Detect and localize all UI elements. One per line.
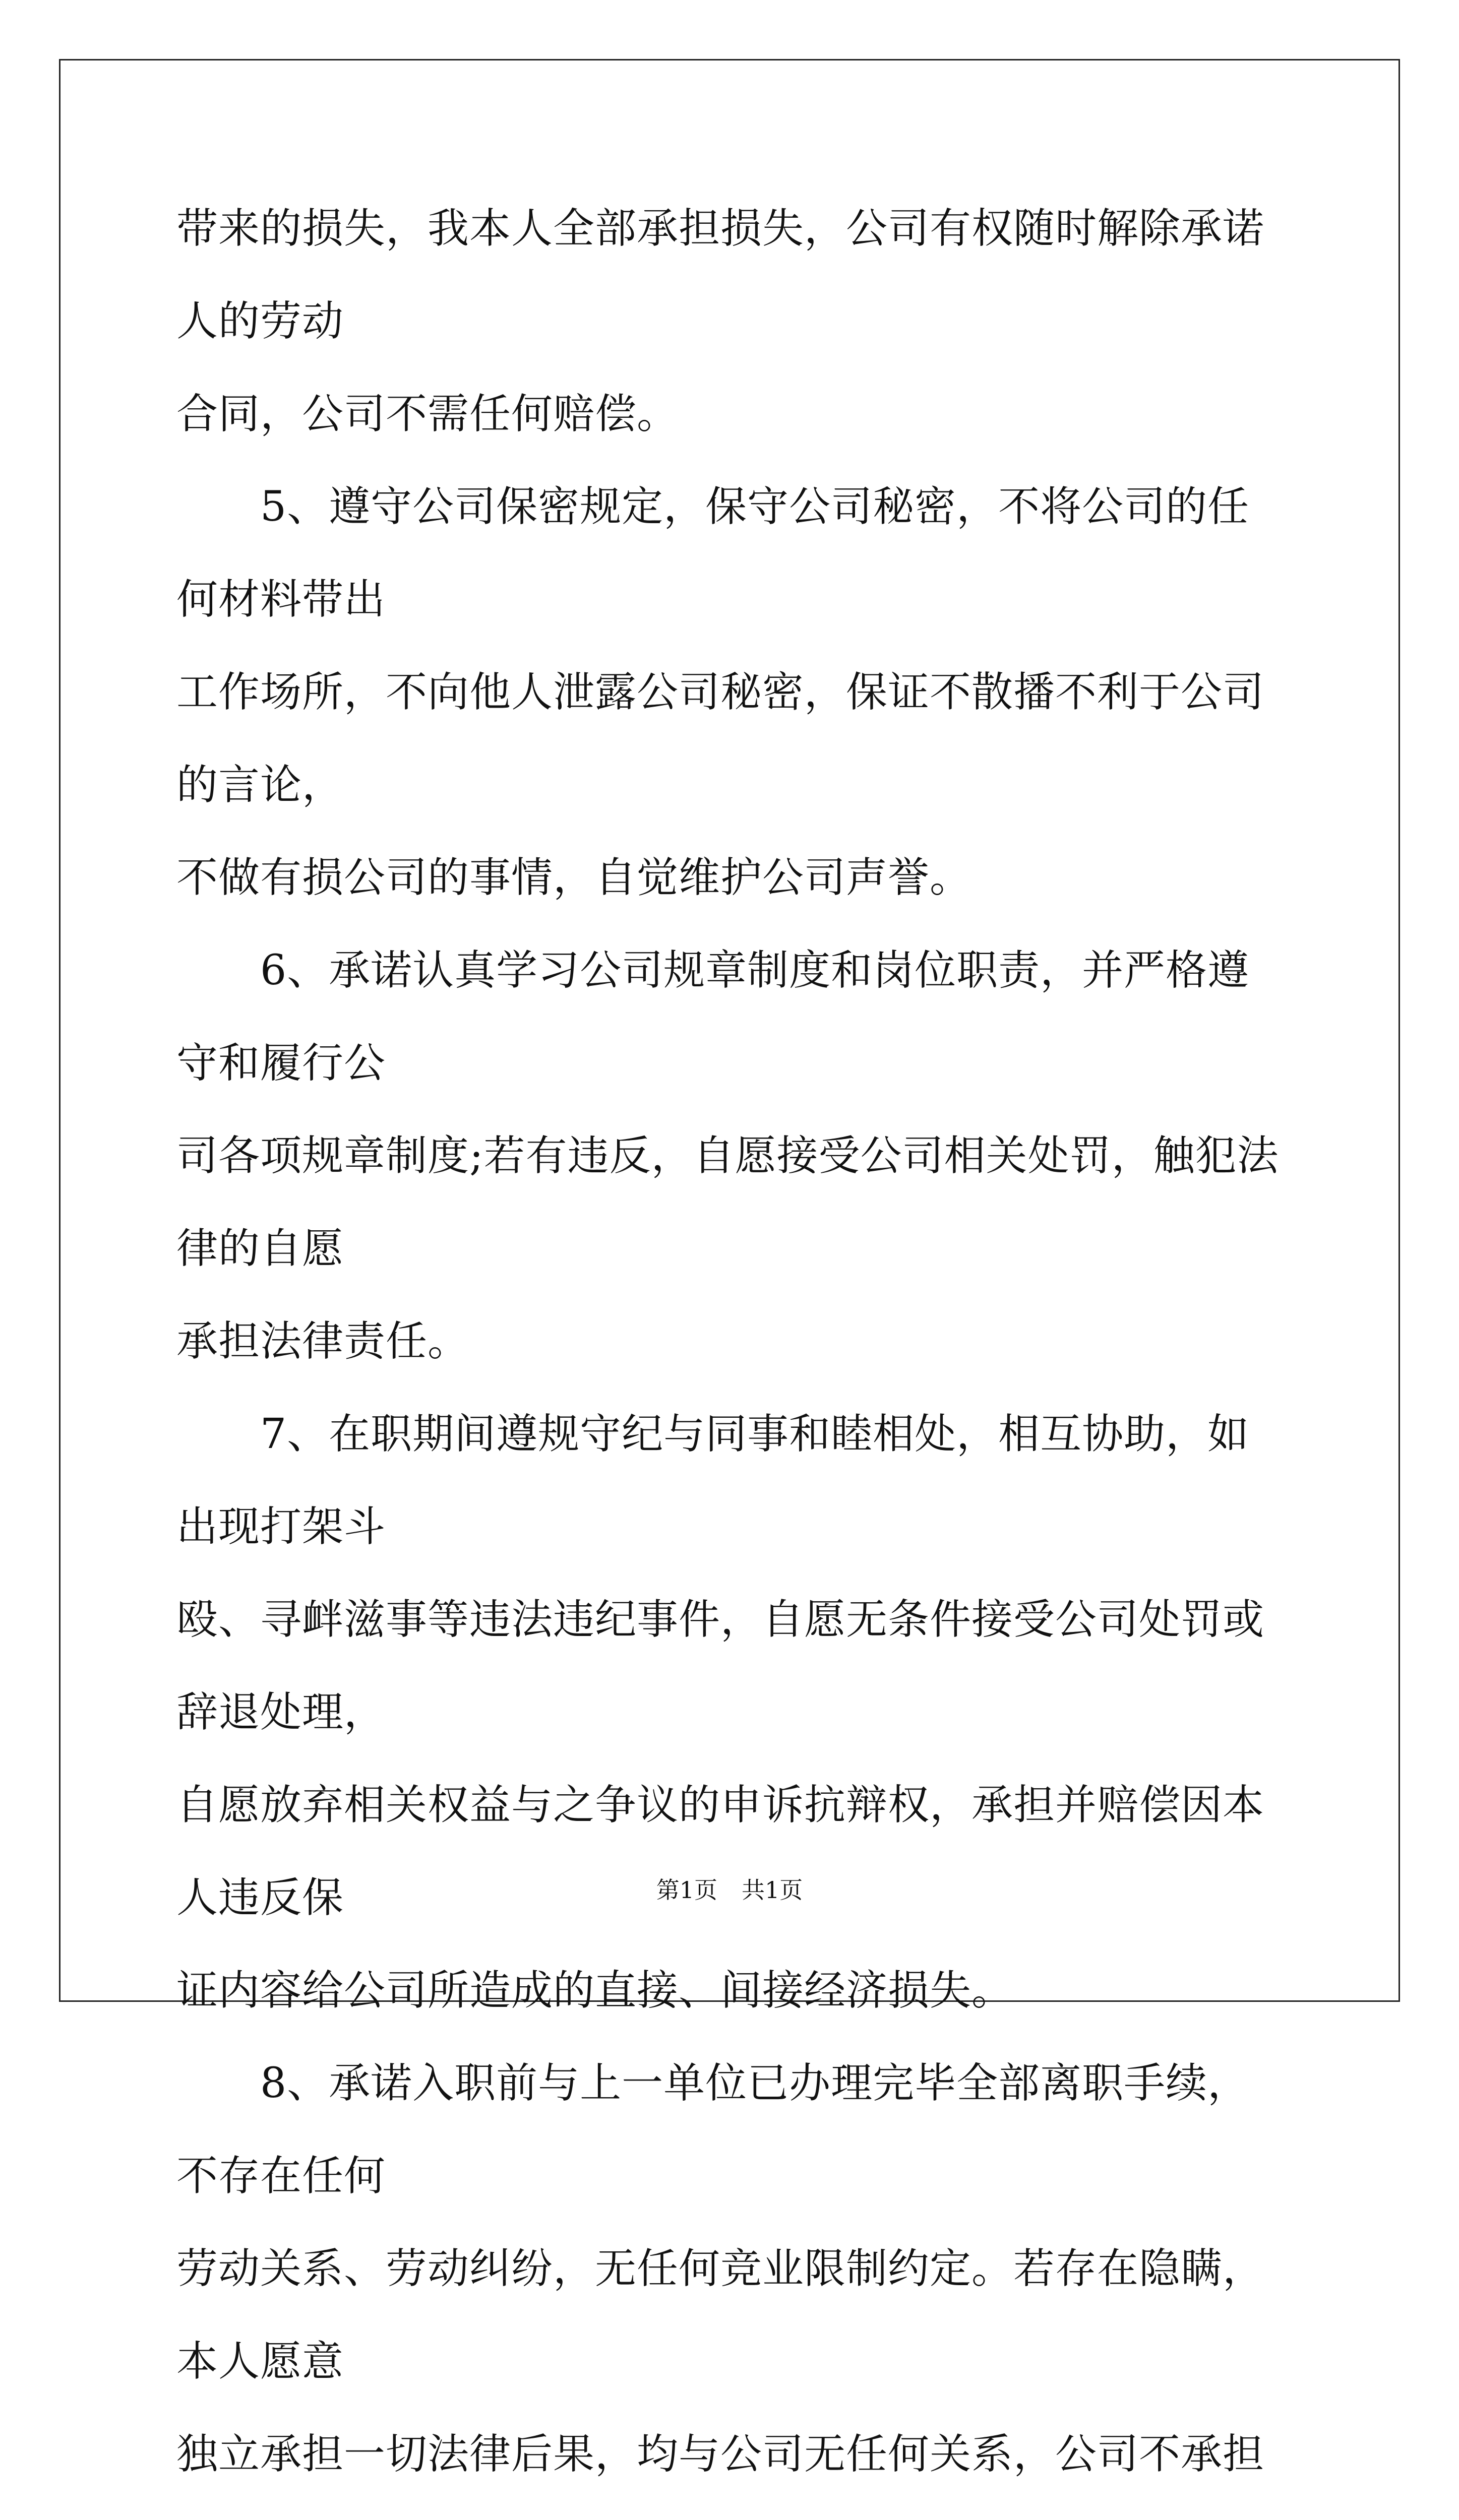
text-line: 合同，公司不需任何赔偿。 <box>176 390 679 438</box>
text-line: 8、承诺入职前与上一单位已办理完毕全部离职手续，不存在任何 <box>176 2059 1250 2200</box>
page-footer <box>0 1875 1459 1905</box>
document-body <box>176 182 1286 2520</box>
text-line: 证内容给公司所造成的直接、间接经济损失。 <box>176 1967 1014 2014</box>
text-line: 工作场所，不向他人泄露公司秘密，保证不散播不利于公司的言论， <box>176 668 1265 809</box>
page-number-total: 共1页 <box>742 1876 803 1904</box>
text-line: 承担法律责任。 <box>176 1317 470 1365</box>
text-line: 5、遵守公司保密规定，保守公司秘密，不将公司的任何材料带出 <box>176 483 1250 623</box>
text-line: 6、承诺认真学习公司规章制度和岗位职责，并严格遵守和履行公 <box>176 947 1250 1087</box>
text-line: 7、在职期间遵规守纪与同事和睦相处，相互协助，如出现打架斗 <box>176 1410 1250 1551</box>
text-line: 劳动关系、劳动纠纷，无任何竞业限制约定。若存在隐瞒，本人愿意 <box>176 2245 1265 2385</box>
page-number-current: 第1页 <box>656 1876 717 1904</box>
text-line: 独立承担一切法律后果，均与公司无任何关系，公司不承担 <box>176 2430 1265 2478</box>
text-line: 自愿放弃相关权益与之争议的申诉抗辩权，承担并赔偿因本人违反保 <box>176 1781 1265 1922</box>
text-line: 不做有损公司的事情，自觉维护公司声誉。 <box>176 854 972 902</box>
text-line: 殴、寻衅滋事等违法违纪事件，自愿无条件接受公司处罚或辞退处理， <box>176 1596 1265 1736</box>
text-line: 司各项规章制度;若有违反，自愿接受公司相关处罚，触犯法律的自愿 <box>176 1132 1279 1273</box>
text-line: 带来的损失，我本人全部承担损失，公司有权随时解除承诺人的劳动 <box>176 205 1265 345</box>
